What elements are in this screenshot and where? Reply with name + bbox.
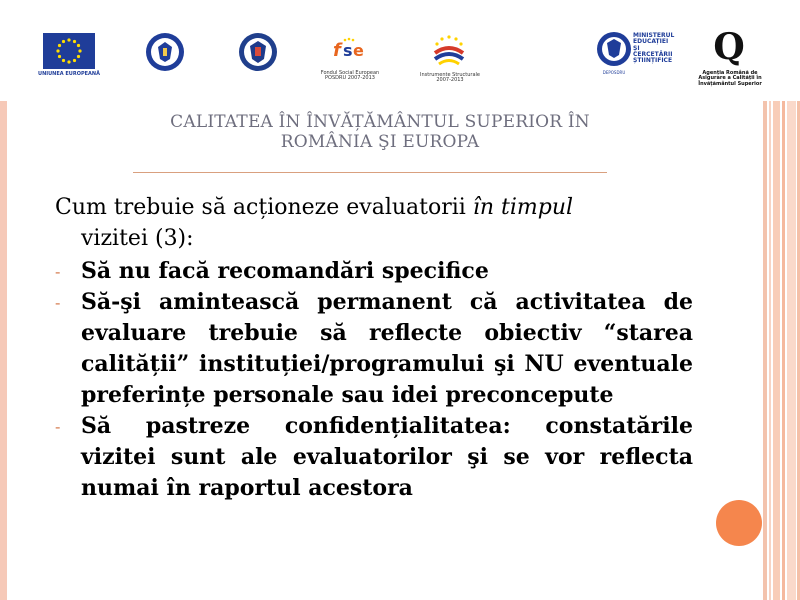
right-decorative-stripes: [763, 101, 800, 600]
bullet-dash-icon: -: [55, 262, 61, 281]
intro-text: Cum trebuie să acționeze evaluatorii: [55, 195, 473, 220]
bullet-dash-icon: -: [55, 417, 61, 436]
aracis-caption-line1: Agenția Română de: [702, 70, 758, 76]
aracis-caption-line2: Asigurare a Calității în: [698, 75, 762, 82]
ministry-label: [633, 33, 673, 64]
bullet-text: Să-şi amintească permanent că activitatea de evaluare trebuie să reflecte obiectiv “starea calității” instituției/programului şi NU eventuale preferințe personale sau idei preconcepute: [81, 289, 693, 408]
title-underline: [133, 172, 607, 173]
bullet-dash-icon: -: [55, 293, 61, 312]
ministry-label-line3: CERCETĂRII: [633, 50, 673, 58]
orange-circle-decoration: [716, 500, 762, 546]
bullet-text: Să nu facă recomandări specifice: [81, 258, 489, 284]
left-accent-stripe: [0, 101, 7, 600]
fse-logo: [331, 35, 367, 65]
bullet-item: [55, 256, 693, 287]
government-seal-logo: [145, 32, 185, 72]
svg-text:f: f: [333, 40, 341, 61]
aracis-q-logo: [710, 28, 748, 68]
ministry-label-line4: ȘTIINȚIFICE: [633, 57, 673, 65]
structural-instruments-logo: [429, 33, 469, 69]
is-caption-line2: 2007-2013: [436, 77, 464, 84]
bullet-text: Să pastreze confidențialitatea: constatările vizitei sunt ale evaluatorilor şi se vor reflecta numai în raportul acestora: [81, 413, 693, 501]
ministry-coat-of-arms-logo: [238, 32, 278, 72]
ministry-label-line1: MINISTERUL: [633, 32, 675, 39]
aracis-caption-line3: Învățământul Superior: [698, 80, 762, 87]
slide-title: [110, 112, 650, 152]
eu-caption: UNIUNEA EUROPEANĂ: [38, 71, 100, 77]
intro-italic-text: în timpul: [472, 195, 574, 220]
svg-text:e: e: [353, 41, 364, 60]
bullet-item: [55, 287, 693, 411]
slide-title-line2: ROMÂNIA ŞI EUROPA: [280, 132, 480, 152]
ministry-education-logo: [596, 31, 632, 67]
fse-caption-line1: Fondul Social European: [320, 70, 380, 76]
fse-caption: [312, 71, 388, 82]
svg-text:s: s: [343, 41, 353, 60]
fse-caption-line2: POSDRU 2007-2013: [325, 75, 375, 82]
ministry-label-line2: EDUCAȚIEI ȘI: [633, 38, 669, 52]
slide-title-line1: CALITATEA ÎN ÎNVĂȚĂMÂNTUL SUPERIOR ÎN: [170, 112, 590, 132]
ministry-sub-caption: DEPOSDRU: [602, 70, 626, 75]
eu-flag-logo: [43, 33, 95, 69]
intro-paragraph: [55, 192, 693, 254]
aracis-q-letter: Q: [713, 26, 745, 68]
is-caption-line1: Instrumente Structurale: [420, 72, 480, 78]
slide-body: [55, 192, 693, 504]
bullet-item: [55, 411, 693, 504]
intro-text-end: vizitei (3):: [81, 226, 194, 251]
structural-instruments-caption: [412, 73, 488, 84]
aracis-caption: [698, 71, 762, 87]
